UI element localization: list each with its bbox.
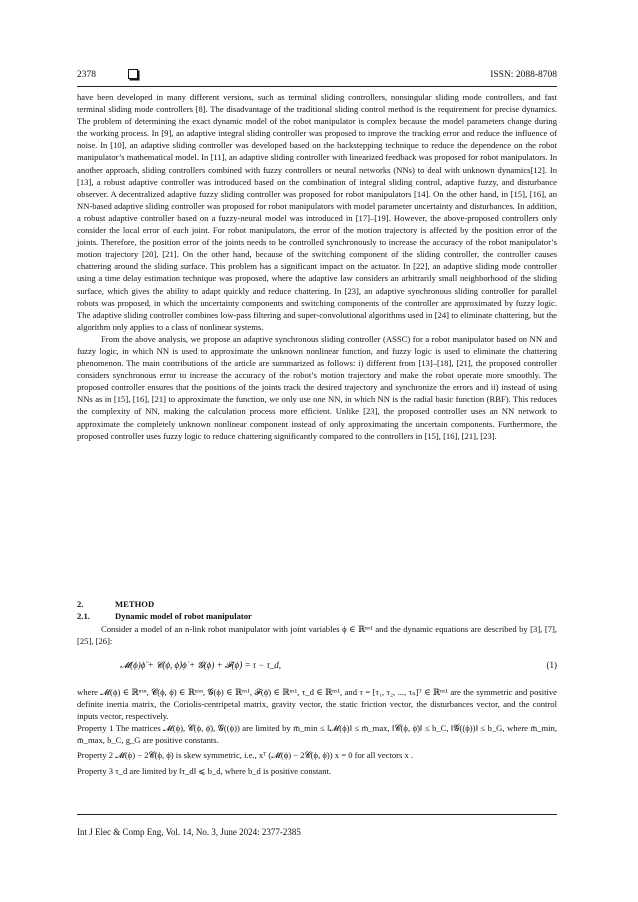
subsection-heading	[77, 611, 252, 621]
equation-text: 𝓜(ϕ)ϕ̈ + 𝓒(ϕ, ϕ̇)ϕ̇ + 𝓖(ϕ) + 𝓕(ϕ̇) = τ − τ_d,	[120, 660, 282, 670]
property-3: Property 3 τ_d are limited by ‖τ_d‖ ⩽ b_d, where b_d is positive constant.	[77, 765, 332, 776]
page-number: 2378	[77, 70, 96, 80]
section-number: 2.	[77, 599, 84, 609]
subsection-number: 2.1.	[77, 611, 90, 621]
page-header	[77, 68, 557, 84]
page-footer: Int J Elec & Comp Eng, Vol. 14, No. 3, June 2024: 2377-2385	[77, 827, 301, 837]
property-2: Property 2 𝓜̇(ϕ) − 2𝓒(ϕ, ϕ̇) is skew symmetric, i.e., xᵀ (𝓜̇(ϕ) − 2𝓒(ϕ, ϕ̇)) x = 0 for all vectors x .	[77, 750, 414, 761]
header-rule	[77, 86, 557, 87]
paragraph-1: have been developed in many different versions, such as terminal sliding controllers, nonsingular sliding mode controllers, and fast terminal sliding mode controllers [8]. The disadvantage of the traditional sliding control method is the requirement for precise dynamics. The problem of determining the exact dynamic model of the robot manipulator is complex because the model parameters change during the working process. In [9], an adaptive integral sliding controller was proposed to improve the tracking error and reduce the influence of noise. In [10], an adaptive sliding controller was developed based on the backstepping technique to reduce the dependence on the robot manipulator’s mathematical model. In [11], an adaptive sliding controller with linearized feedback was proposed for robot manipulators. In another approach, sliding controllers combined with fuzzy controllers or neural networks (NNs) to deal with unknown dynamics[12]. In [13], a robust adaptive controller was introduced based on the combination of integral sliding control, adaptive fuzzy, and disturbance observer. A decentralized adaptive fuzzy sliding controller was proposed for robot manipulators [14]. On the other hand, in [15], [16], an NN-based adaptive sliding controller was proposed for robot manipulators with model parameter uncertainty and disturbances. In addition, a robust adaptive controller based on a fuzzy-neural model was introduced in [17]–[19]. However, the above-proposed controllers only consider the local error of each joint. For robot manipulators, the error of the motion trajectory is affected by the position error of the joints. Therefore, the position error of the joints needs to be controlled synchronously to increase the accuracy of the robot manipulator’s motion trajectory [20], [21]. On the other hand, because of the switching component of the sliding controller, the controller causes chattering around the sliding surface. This problem has a significant impact on the actuator. In [22], an adaptive sliding mode controller using a time delay estimation technique was proposed, where the adaptive law considers an arbitrarily small neighborhood of the sliding surface, which gives the ability to adapt quickly and reduce chattering. In [23], an adaptive synchronous sliding controller for parallel robots was proposed, in which the uncertainty components and switching components of the controller are approximated by fuzzy logic. The adaptive sliding controller combines low-pass filtering and super-convolutional algorithms used in [24] to eliminate chattering, but the algorithm only applies to a class of nonlinear systems.	[77, 92, 557, 332]
footer-rule	[77, 814, 557, 815]
equation-number: (1)	[546, 660, 557, 670]
box-icon	[128, 69, 138, 79]
method-intro	[77, 623, 557, 647]
intro-text: Consider a model of an n-link robot manipulator with joint variables ϕ ∈ ℝⁿˣ¹ and the dynamic equations are described by [3], [7], [25], [26]:	[77, 624, 557, 647]
paragraph-2: From the above analysis, we propose an adaptive synchronous sliding controller (ASSC) for a robot manipulator based on NN and fuzzy logic, in which NN is used to approximate the unknown nonlinear function, and fuzzy logic is used to eliminate the chattering phenomenon. The main contributions of the article are summarized as follows: i) different from [13]–[18], [21], the proposed controller considers synchronous error to increase the accuracy of the robot’s motion trajectory and make the robot operate more smoothly. The proposed controller ensures that the positions of the joints track the desired trajectory and synchronize the errors and ii) instead of using NNs as in [15], [16], [21] to approximate the function, we only use one NN, in which NN is the radial basic function (RBF). This reduces the complexity of NN, making the calculation process more efficient. Unlike [23], the proposed controller uses an NN network to approximate the completely unknown nonlinear component instead of only approximating the uncertain components. Furthermore, the proposed controller uses fuzzy logic to reduce chattering significantly compared to the controllers in [15], [16], [21], [23].	[77, 333, 557, 441]
where-text: where 𝓜(ϕ) ∈ ℝⁿˣⁿ, 𝓒(ϕ, ϕ̇) ∈ ℝⁿˣⁿ, 𝓖(ϕ) ∈ ℝⁿˣ¹, 𝓕(ϕ̇) ∈ ℝⁿˣ¹, τ_d ∈ ℝⁿˣ¹, and τ = [τ₁, τ₂, ..., τₙ]ᵀ ∈ ℝⁿˣ¹ are the symmetric and positive definite inertia matrix, the Coriolis-centripetal matrix, gravity vector, the static friction vector, the disturbances vector, and the control inputs vector, respectively.	[77, 687, 557, 722]
section-title: METHOD	[115, 599, 155, 609]
property-1: Property 1 The matrices 𝓜(ϕ), 𝓒(ϕ, ϕ̇), 𝓖((ϕ)) are limited by m̄_min ≤ ‖𝓜(ϕ)‖ ≤ m̄_max, ‖𝓒(ϕ, ϕ̇)‖ ≤ b_C, ‖𝓖((ϕ))‖ ≤ b_G, where m̄_min, m̄_max, b_C, g_G are positive constants.	[77, 723, 557, 746]
equation-1	[120, 660, 557, 671]
section-heading	[77, 599, 154, 609]
definitions	[77, 686, 557, 777]
issn: ISSN: 2088-8708	[490, 70, 557, 80]
body-text	[77, 91, 557, 442]
subsection-title: Dynamic model of robot manipulator	[115, 611, 252, 621]
